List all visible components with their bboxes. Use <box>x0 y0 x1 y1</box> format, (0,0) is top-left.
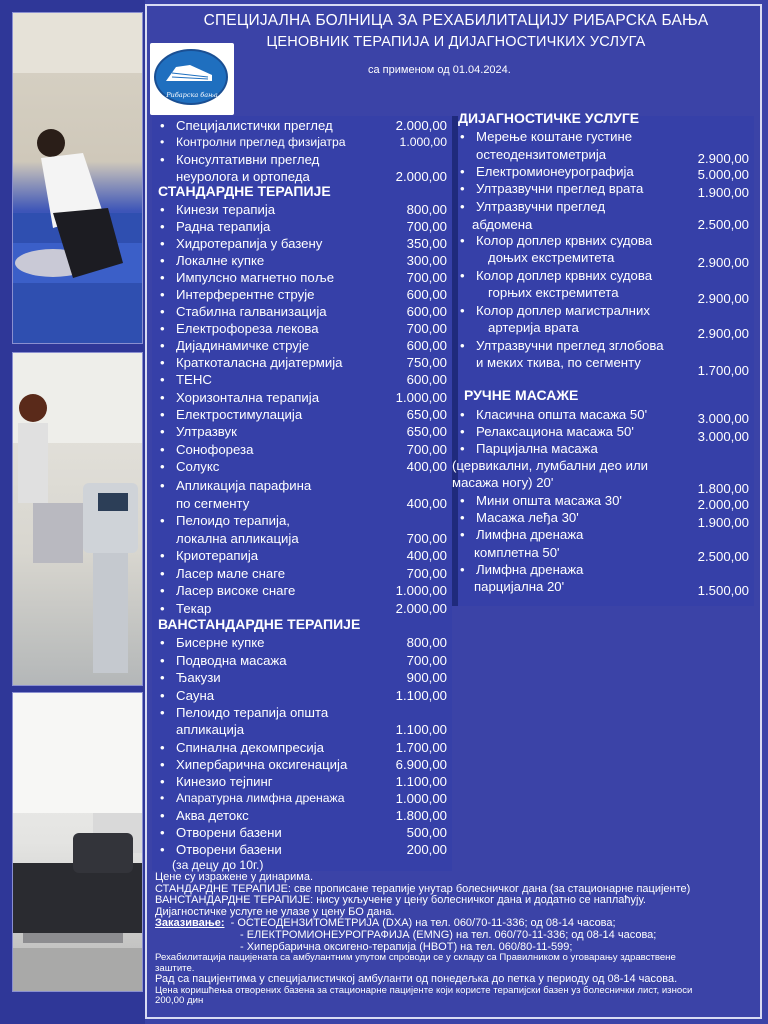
logo-text: Рибарска бања <box>166 91 218 99</box>
note-diagnostics: Дијагностичке услуге не улазе у цену БО дана. <box>155 905 395 918</box>
note-hours: Рад са пацијентима у специјалистичкој амбуланти од понедељка до петка у периоду од 08-14 часова. <box>155 972 678 985</box>
photo-therapy-device <box>12 352 143 686</box>
footnotes <box>155 872 755 1006</box>
effective-date: са применом од 01.04.2024. <box>368 64 511 76</box>
left-price-column: • Специјалистички преглед 2.000,00 • Контролни преглед физијатра 1.000,00 • Консултативни преглед неуролога и ортопеда 2.000,00 СТАНДАРДНЕ ТЕРАПИЈЕ • Кинези терапија 800,00 • Радна терапија 700,00 • Хидротерапија у базену 350,00 • Локалне купке 300,00 • Импулсно магнетно поље 700,00 • Интерферентне струје 600,00 • Стабилна галванизација 600,00 • Електрофореза лекова 700,00 • Дијадинамичке струје 600,00 • Краткоталасна дијатермија 750,00 • ТЕНС 600,00 • Хоризонтална терапија 1.000,00 • Електростимулација 650,00 • Ултразвук 650,00 • Сонофореза 700,00 • Солукс 400,00 • Апликација парафина по сегменту 400,00 • Пелоидо терапија, локална апликација 700,00 • Криотерапија 400,00 • Ласер мале снаге 700,00 • Ласер високе снаге 1.000,00 • Текар 2.000,00 ВАНСТАНДАРДНЕ ТЕРАПИЈЕ • Бисерне купке 800,00 • Подводна масажа 700,00 • Ђакузи 900,00 • Сауна 1.100,00 • Пелоидо терапија општа апликација 1.100,00 • Спинална декомпресија 1.700,00 • Хипербарична оксигенација 6.900,00 • Кинезио тејпинг 1.100,00 • Апаратурна лимфна дренажа 1.000,00 • Аква детокс 1.800,00 • Отворени базени 500,00 • Отворени базени 200,00 (за децу до 10г.) <box>152 116 452 871</box>
photo-strip <box>0 0 145 1024</box>
photo-decompression-table <box>12 692 143 992</box>
section-heading-massages: РУЧНЕ МАСАЖЕ <box>464 387 579 403</box>
photo-kinesitherapy <box>12 12 143 344</box>
note-nonstandard: ВАНСТАНДАРДНЕ ТЕРАПИЈЕ: нису укључене у цену болесничког дана и додатно се наплаћују. <box>155 894 646 907</box>
booking-emng: - ЕЛЕКТРОМИОНЕУРОГРАФИЈА (EMNG) на тел. 060/70-11-336; од 08-14 часова; <box>240 928 657 941</box>
section-heading-diagnostics: ДИЈАГНОСТИЧКЕ УСЛУГЕ <box>458 110 640 126</box>
note-rehab-cont: заштите. <box>155 962 195 974</box>
price-list-subtitle: ЦЕНОВНИК ТЕРАПИЈА И ДИЈАГНОСТИЧКИХ УСЛУГА <box>266 34 646 50</box>
note-pools: Цена коришћења отворених базена за стационарне пацијенте који користе терапијски базен уз болеснички лист, износи <box>155 984 693 996</box>
section-heading-standard: СТАНДАРДНЕ ТЕРАПИЈЕ <box>158 183 331 199</box>
hospital-logo <box>150 43 234 115</box>
booking-label: Заказивање: <box>155 917 225 930</box>
note-standard: СТАНДАРДНЕ ТЕРАПИЈЕ: све прописане терапије унутар болесничког дана (за стационарне пацијенте) <box>155 882 691 895</box>
note-currency: Цене су изражене у динарима. <box>155 871 314 883</box>
note-rehab: Рехабилитација пацијената са амбулантним упутом спроводи се у складу са Правилником о уговарању здравствене <box>155 952 676 964</box>
right-price-column-lower: (цервикални, лумбални део или масажа ногу) 20' 1.800,00 • Мини општа масажа 30' 2.000,00 • Масажа леђа 30' 1.900,00 • Лимфна дренажа комплетна 50' 2.500,00 • Лимфна дренажа парцијална 20' 1.500,00 <box>452 458 749 598</box>
hospital-title: СПЕЦИЈАЛНА БОЛНИЦА ЗА РЕХАБИЛИТАЦИЈУ РИБАРСКА БАЊА <box>203 12 709 29</box>
note-pools-price: 200,00 дин <box>155 994 204 1006</box>
section-heading-nonstandard: ВАНСТАНДАРДНЕ ТЕРАПИЈЕ <box>158 616 361 632</box>
right-price-column: ДИЈАГНОСТИЧКЕ УСЛУГЕ • Мерење коштане густине остеодензитометрија 2.900,00 • Електромионеурографија 5.000,00 • Ултразвучни преглед врата 1.900,00 • Ултразвучни преглед абдомена 2.500,00 • Колор доплер крвних судова доњих екстремитета 2.900,00 • Колор доплер крвних судова горњих екстремитета 2.900,00 • Колор доплер магистралних артерија врата 2.900,00 • Ултразвучни преглед зглобова и меких ткива, по сегменту 1.700,00 РУЧНЕ МАСАЖЕ • Класична општа масажа 50' 3.000,00 • Релаксациона масажа 50' 3.000,00 • Парцијална масажа <box>452 116 754 606</box>
booking-dxa: - ОСТЕОДЕНЗИТОМЕТРИЈА (DXA) на тел. 060/70-11-336; од 08-14 часова; <box>230 917 616 930</box>
booking-hbot: - Хипербарична оксигено-терапија (HBOT) на тел. 060/80-11-599; <box>240 940 573 953</box>
